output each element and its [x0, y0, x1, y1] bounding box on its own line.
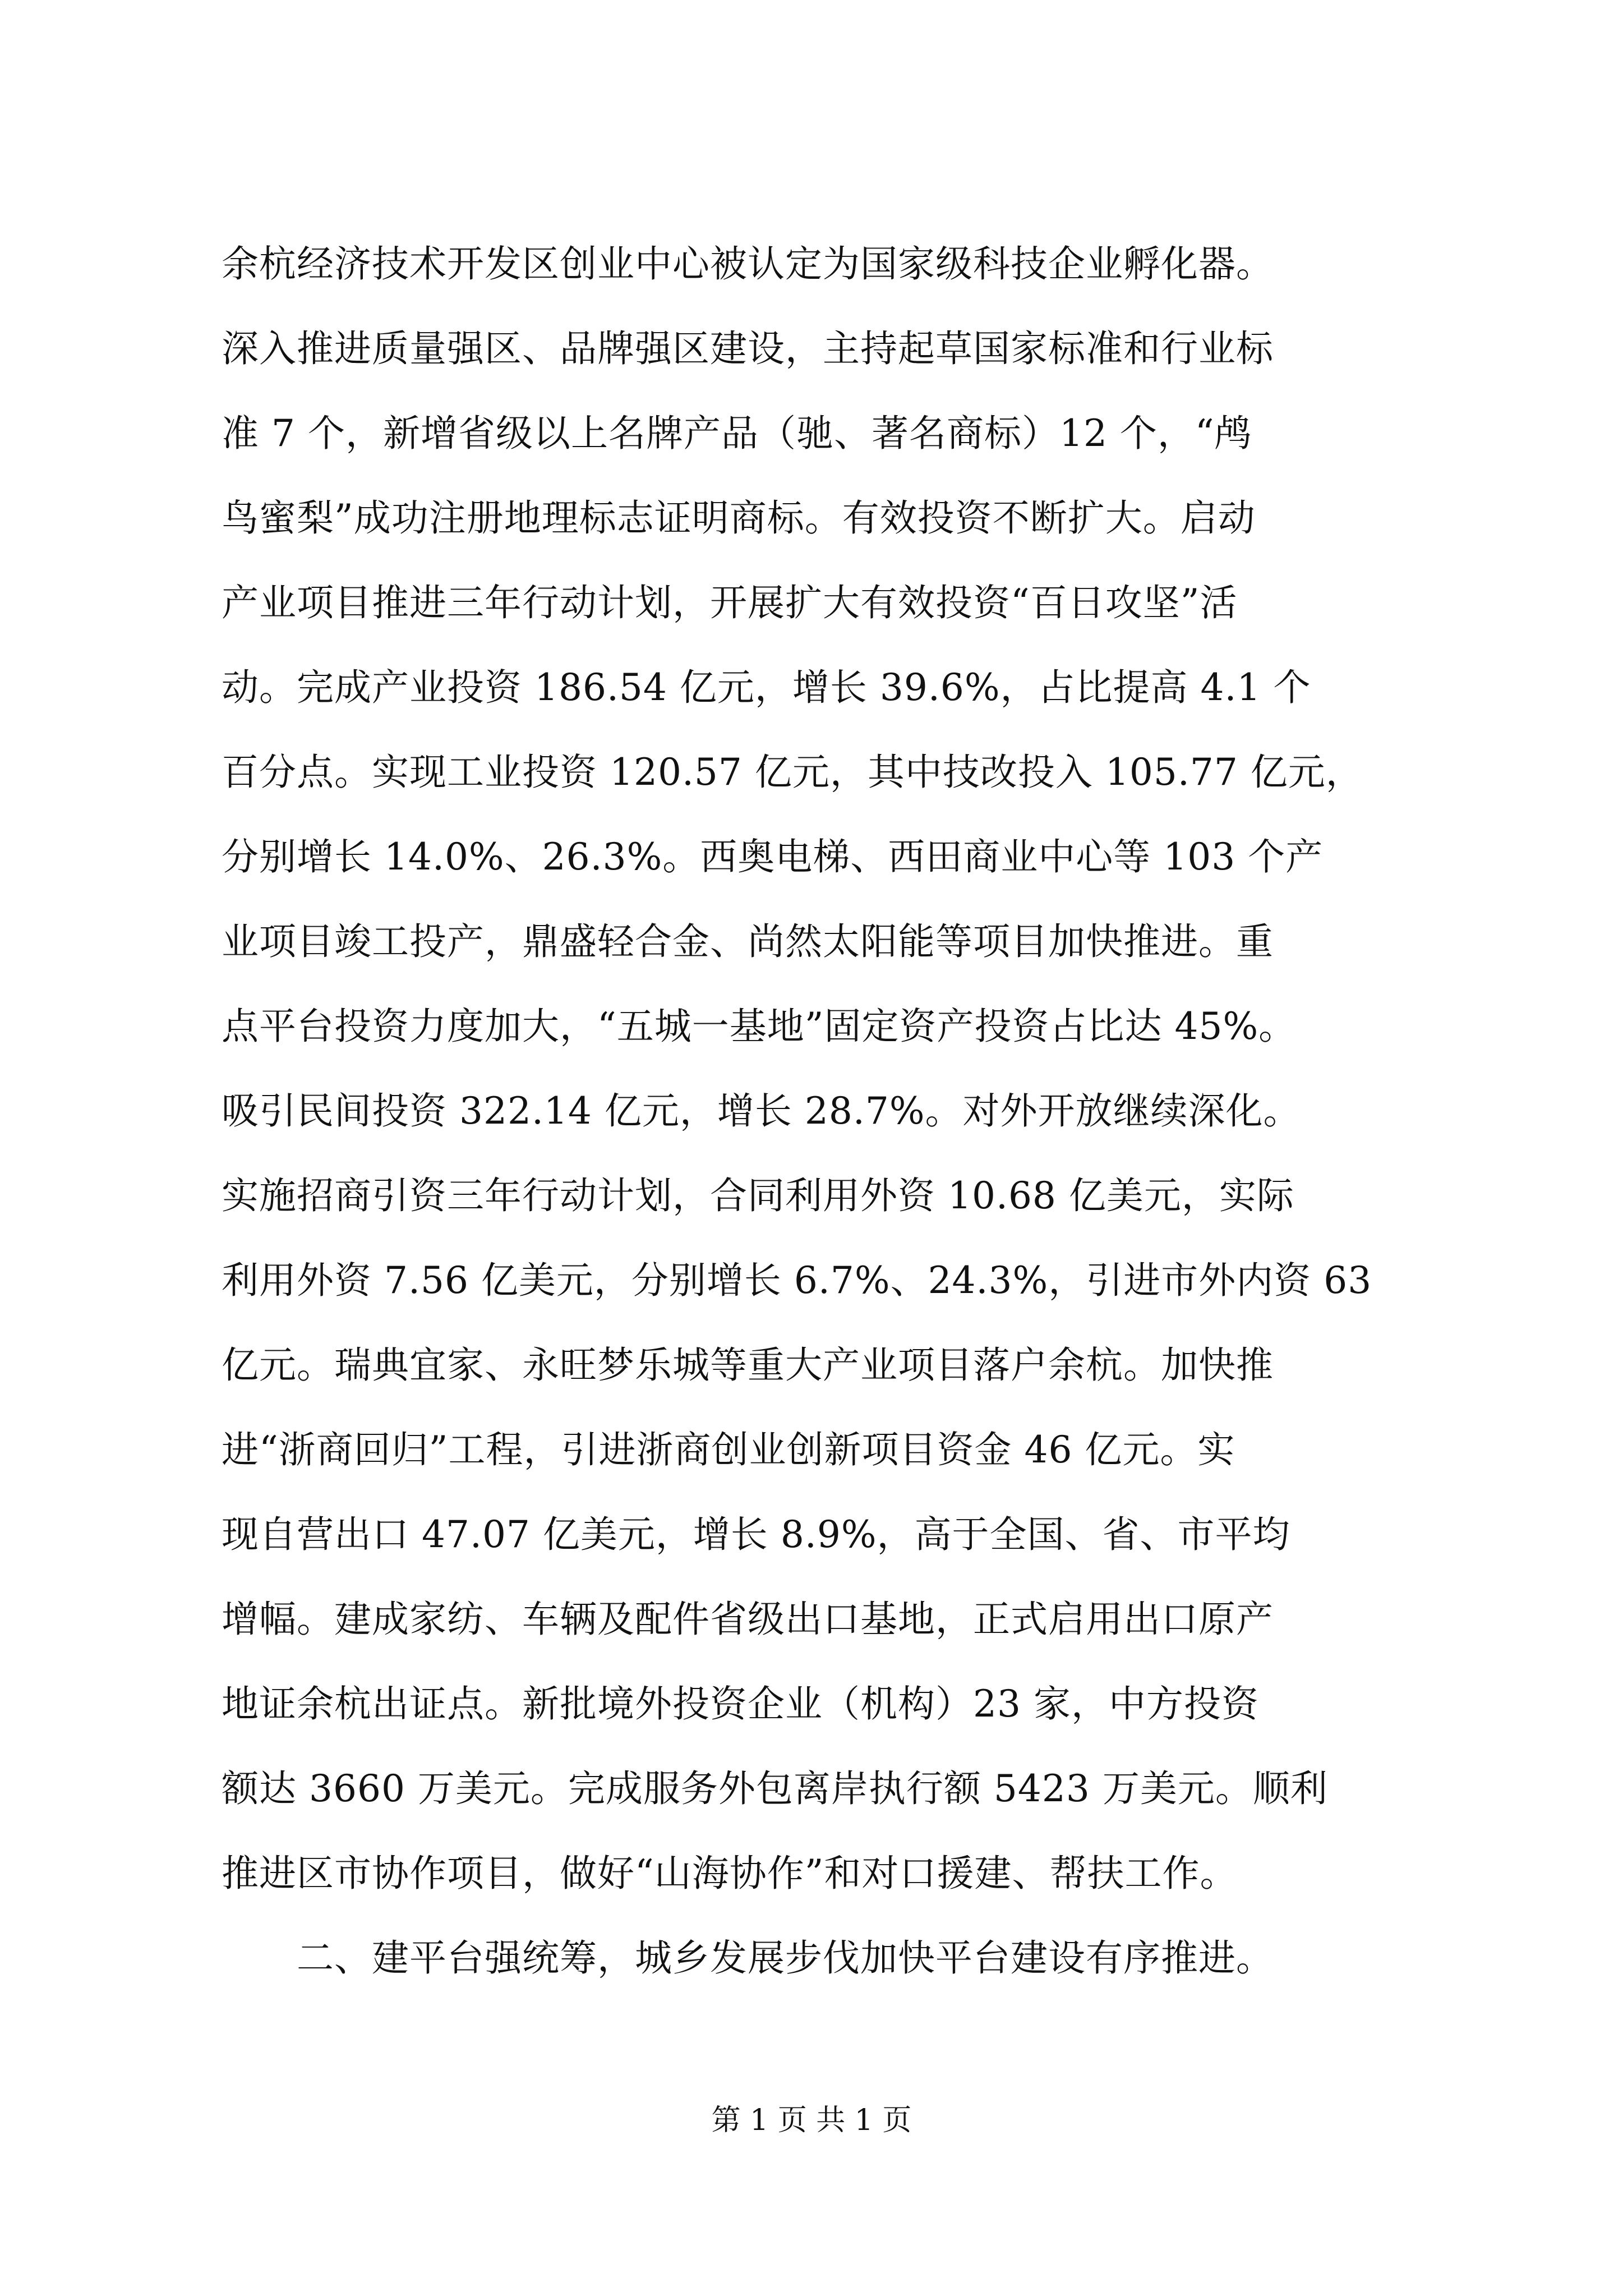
body-text [222, 222, 1438, 2000]
text-line: 增幅。建成家纺、车辆及配件省级出口基地，正式启用出口原产 [222, 1598, 1274, 1641]
text-line: 亿元。瑞典宜家、永旺梦乐城等重大产业项目落户余杭。加快推 [222, 1343, 1274, 1387]
text-line: 推进区市协作项目，做好“山海协作”和对口援建、帮扶工作。 [222, 1852, 1238, 1895]
text-line: 余杭经济技术开发区创业中心被认定为国家级科技企业孵化器。 [222, 242, 1274, 286]
text-line: 额达 3660 万美元。完成服务外包离岸执行额 5423 万美元。顺利 [222, 1767, 1328, 1810]
text-line: 吸引民间投资 322.14 亿元，增长 28.7%。对外开放继续深化。 [222, 1089, 1301, 1133]
text-line: 现自营出口 47.07 亿美元，增长 8.9%，高于全国、省、市平均 [222, 1513, 1290, 1556]
section-heading: 二、建平台强统筹，城乡发展步伐加快平台建设有序推进。 [297, 1936, 1274, 1980]
page-number-footer: 第 1 页 共 1 页 [711, 2104, 912, 2137]
text-line: 进“浙商回归”工程，引进浙商创业创新项目资金 46 亿元。实 [222, 1428, 1235, 1471]
text-line: 动。完成产业投资 186.54 亿元，增长 39.6%，占比提高 4.1 个 [222, 666, 1311, 709]
text-line: 利用外资 7.56 亿美元，分别增长 6.7%、24.3%，引进市外内资 63 [222, 1259, 1372, 1302]
text-line: 地证余杭出证点。新批境外投资企业（机构）23 家，中方投资 [222, 1682, 1259, 1726]
text-line: 分别增长 14.0%、26.3%。西奥电梯、西田商业中心等 103 个产 [222, 835, 1324, 878]
text-line: 鸟蜜梨”成功注册地理标志证明商标。有效投资不断扩大。启动 [222, 496, 1256, 540]
text-line: 实施招商引资三年行动计划，合同利用外资 10.68 亿美元，实际 [222, 1174, 1294, 1217]
text-line: 深入推进质量强区、品牌强区建设，主持起草国家标准和行业标 [222, 327, 1274, 370]
text-line: 百分点。实现工业投资 120.57 亿元，其中技改投入 105.77 亿元， [222, 751, 1363, 794]
text-line: 业项目竣工投产，鼎盛轻合金、尚然太阳能等项目加快推进。重 [222, 920, 1274, 963]
text-line: 点平台投资力度加大，“五城一基地”固定资产投资占比达 45%。 [222, 1005, 1297, 1048]
text-line: 产业项目推进三年行动计划，开展扩大有效投资“百日攻坚”活 [222, 581, 1238, 624]
text-line: 准 7 个，新增省级以上名牌产品（驰、著名商标）12 个，“鸬 [222, 412, 1252, 455]
